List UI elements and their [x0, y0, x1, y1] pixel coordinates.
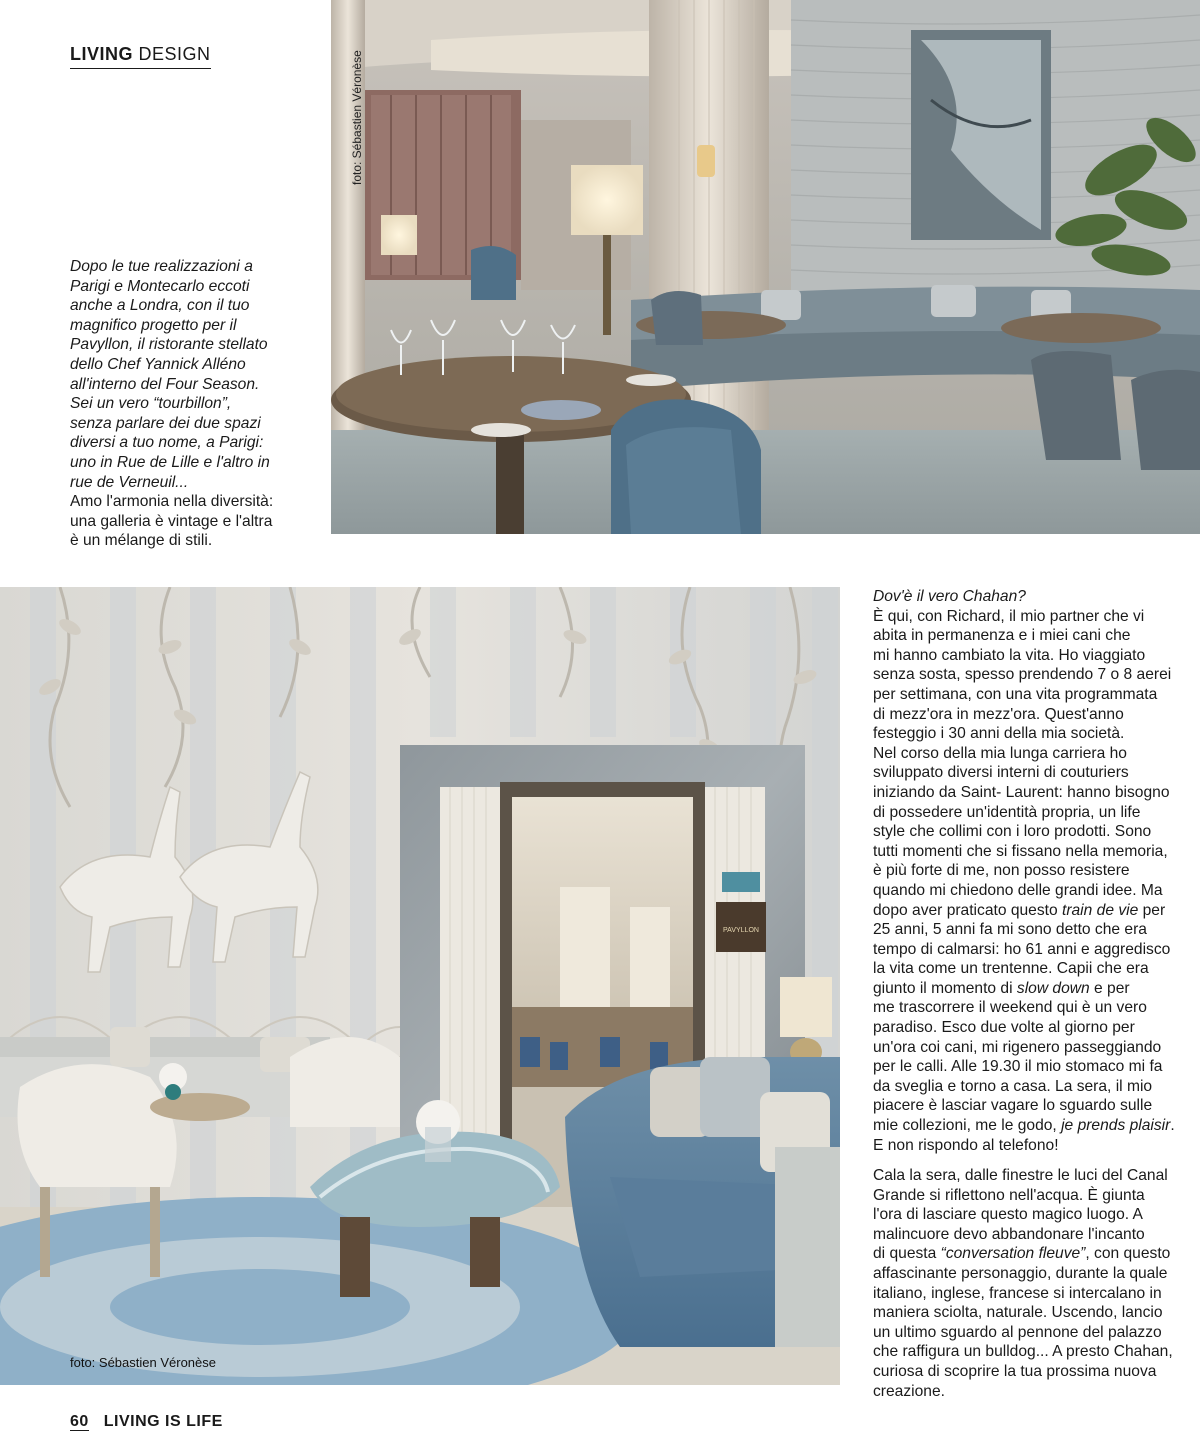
closing-paragraph: [873, 1166, 1193, 1401]
answer-line: abita in permanenza e i miei cani che: [873, 627, 1131, 645]
intro-question-line: senza parlare dei due spazi: [70, 414, 261, 432]
closing-line: l'ora di lasciare questo magico luogo. A: [873, 1206, 1143, 1224]
page-footer: [70, 1413, 223, 1431]
answer-line: style che collimi con i loro prodotti. Sono: [873, 823, 1152, 841]
answer-line: mie collezioni, me le godo, je prends plaisir.: [873, 1117, 1175, 1135]
answer-line: quando mi chiedono delle grandi idee. Ma: [873, 881, 1163, 899]
intro-answer: [70, 492, 325, 551]
intro-question-line: rue de Verneuil...: [70, 473, 189, 491]
closing-line: affascinante personaggio, durante la quale: [873, 1264, 1168, 1282]
answer-line: sviluppato diversi interni di couturiers: [873, 764, 1129, 782]
intro-question-line: magnifico progetto per il: [70, 316, 237, 334]
answer-line: dopo aver praticato questo train de vie per: [873, 901, 1166, 919]
answer-line: per le calli. Alle 19.30 il mio stomaco mi fa: [873, 1058, 1163, 1076]
intro-question-line: anche a Londra, con il tuo: [70, 297, 250, 315]
section-header-bold: LIVING: [70, 44, 134, 64]
answer-line: 25 anni, 5 anni fa mi sono detto che era: [873, 921, 1147, 939]
answer-line: senza sosta, spesso prendendo 7 o 8 aerei: [873, 666, 1172, 684]
top-photo-credit: [336, 40, 364, 185]
intro-question-line: Pavyllon, il ristorante stellato: [70, 336, 268, 354]
answer-line: me trascorrere il weekend qui è un vero: [873, 999, 1147, 1017]
answer-line: mi hanno cambiato la vita. Ho viaggiato: [873, 646, 1146, 664]
pavyllon-sign-text: PAVYLLON: [723, 927, 759, 934]
closing-line: curiosa di scoprire la tua prossima nuova: [873, 1362, 1157, 1380]
answer-line: tutti momenti che si fissano nella memoria,: [873, 842, 1168, 860]
answer-line: da sveglia e torno a casa. La sera, il mio: [873, 1077, 1153, 1095]
intro-text: [70, 257, 325, 551]
answer-line: E non rispondo al telefono!: [873, 1136, 1059, 1154]
answer-line: di mezz'ora in mezz'ora. Quest'anno: [873, 705, 1124, 723]
intro-question-line: Dopo le tue realizzazioni a: [70, 258, 253, 275]
answer-line: un'ora coi cani, mi rigenero passeggiando: [873, 1038, 1162, 1056]
closing-line: maniera sciolta, naturale. Uscendo, lancio: [873, 1304, 1163, 1322]
intro-question: [70, 257, 325, 492]
answer-line: iniziando da Saint- Laurent: hanno bisogno: [873, 783, 1170, 801]
intro-answer-line: una galleria è vintage e l'altra: [70, 512, 273, 530]
closing-line: di questa “conversation fleuve”, con questo: [873, 1245, 1171, 1263]
answer-line: paradiso. Esco due volte al giorno per: [873, 1019, 1135, 1037]
closing-line: creazione.: [873, 1382, 945, 1400]
section-header: [70, 44, 211, 69]
intro-question-line: dello Chef Yannick Alléno: [70, 355, 246, 373]
closing-line: Grande si riflettono nell'acqua. È giunta: [873, 1186, 1145, 1204]
lounge-photo: [0, 587, 840, 1385]
closing-line: Cala la sera, dalle finestre le luci del Canal: [873, 1167, 1168, 1184]
answer-line: di possedere un'identità propria, un life: [873, 803, 1141, 821]
interview-answer: [873, 607, 1193, 1156]
answer-line: per settimana, con una vita programmata: [873, 685, 1158, 703]
magazine-name: LIVING IS LIFE: [103, 1413, 223, 1430]
closing-text: [873, 1166, 1193, 1401]
page-number: 60: [70, 1413, 89, 1430]
answer-line: Nel corso della mia lunga carriera ho: [873, 744, 1127, 762]
answer-line: la vita come un trentenne. Capii che era: [873, 960, 1149, 978]
closing-line: malincuore devo abbandonare l'incanto: [873, 1225, 1145, 1243]
answer-line: piacere è lasciar vagare lo sguardo sulle: [873, 1097, 1153, 1115]
section-header-regular: DESIGN: [138, 44, 211, 64]
answer-line: tempo di calmarsi: ho 61 anni e aggredisco: [873, 940, 1171, 958]
intro-answer-line: è un mélange di stili.: [70, 532, 213, 550]
intro-answer-line: Amo l'armonia nella diversità:: [70, 493, 274, 511]
intro-question-line: uno in Rue de Lille e l'altro in: [70, 453, 270, 471]
answer-line: festeggio i 30 anni della mia società.: [873, 725, 1125, 743]
answer-line: È qui, con Richard, il mio partner che vi: [873, 607, 1145, 625]
answer-line: giunto il momento di slow down e per: [873, 979, 1130, 997]
interview-text: [873, 587, 1193, 1155]
intro-question-line: Sei un vero “tourbillon”,: [70, 395, 232, 413]
restaurant-dining-room-photo: [331, 0, 1200, 534]
closing-line: italiano, inglese, francese si intercalano in: [873, 1284, 1162, 1302]
interview-question: Dov'è il vero Chahan?: [873, 588, 1026, 605]
bottom-photo-credit: foto: Sébastien Véronèse: [70, 1355, 216, 1370]
intro-question-line: Parigi e Montecarlo eccoti: [70, 277, 250, 295]
closing-line: un ultimo sguardo al pennone del palazzo: [873, 1323, 1162, 1341]
top-photo-credit-text: foto: Sébastien Véronèse: [350, 50, 364, 185]
closing-line: che raffigura un bulldog... A presto Chahan,: [873, 1343, 1173, 1361]
answer-line: è più forte di me, non posso resistere: [873, 862, 1130, 880]
intro-question-line: all'interno del Four Season.: [70, 375, 260, 393]
intro-question-line: diversi a tuo nome, a Parigi:: [70, 434, 264, 452]
